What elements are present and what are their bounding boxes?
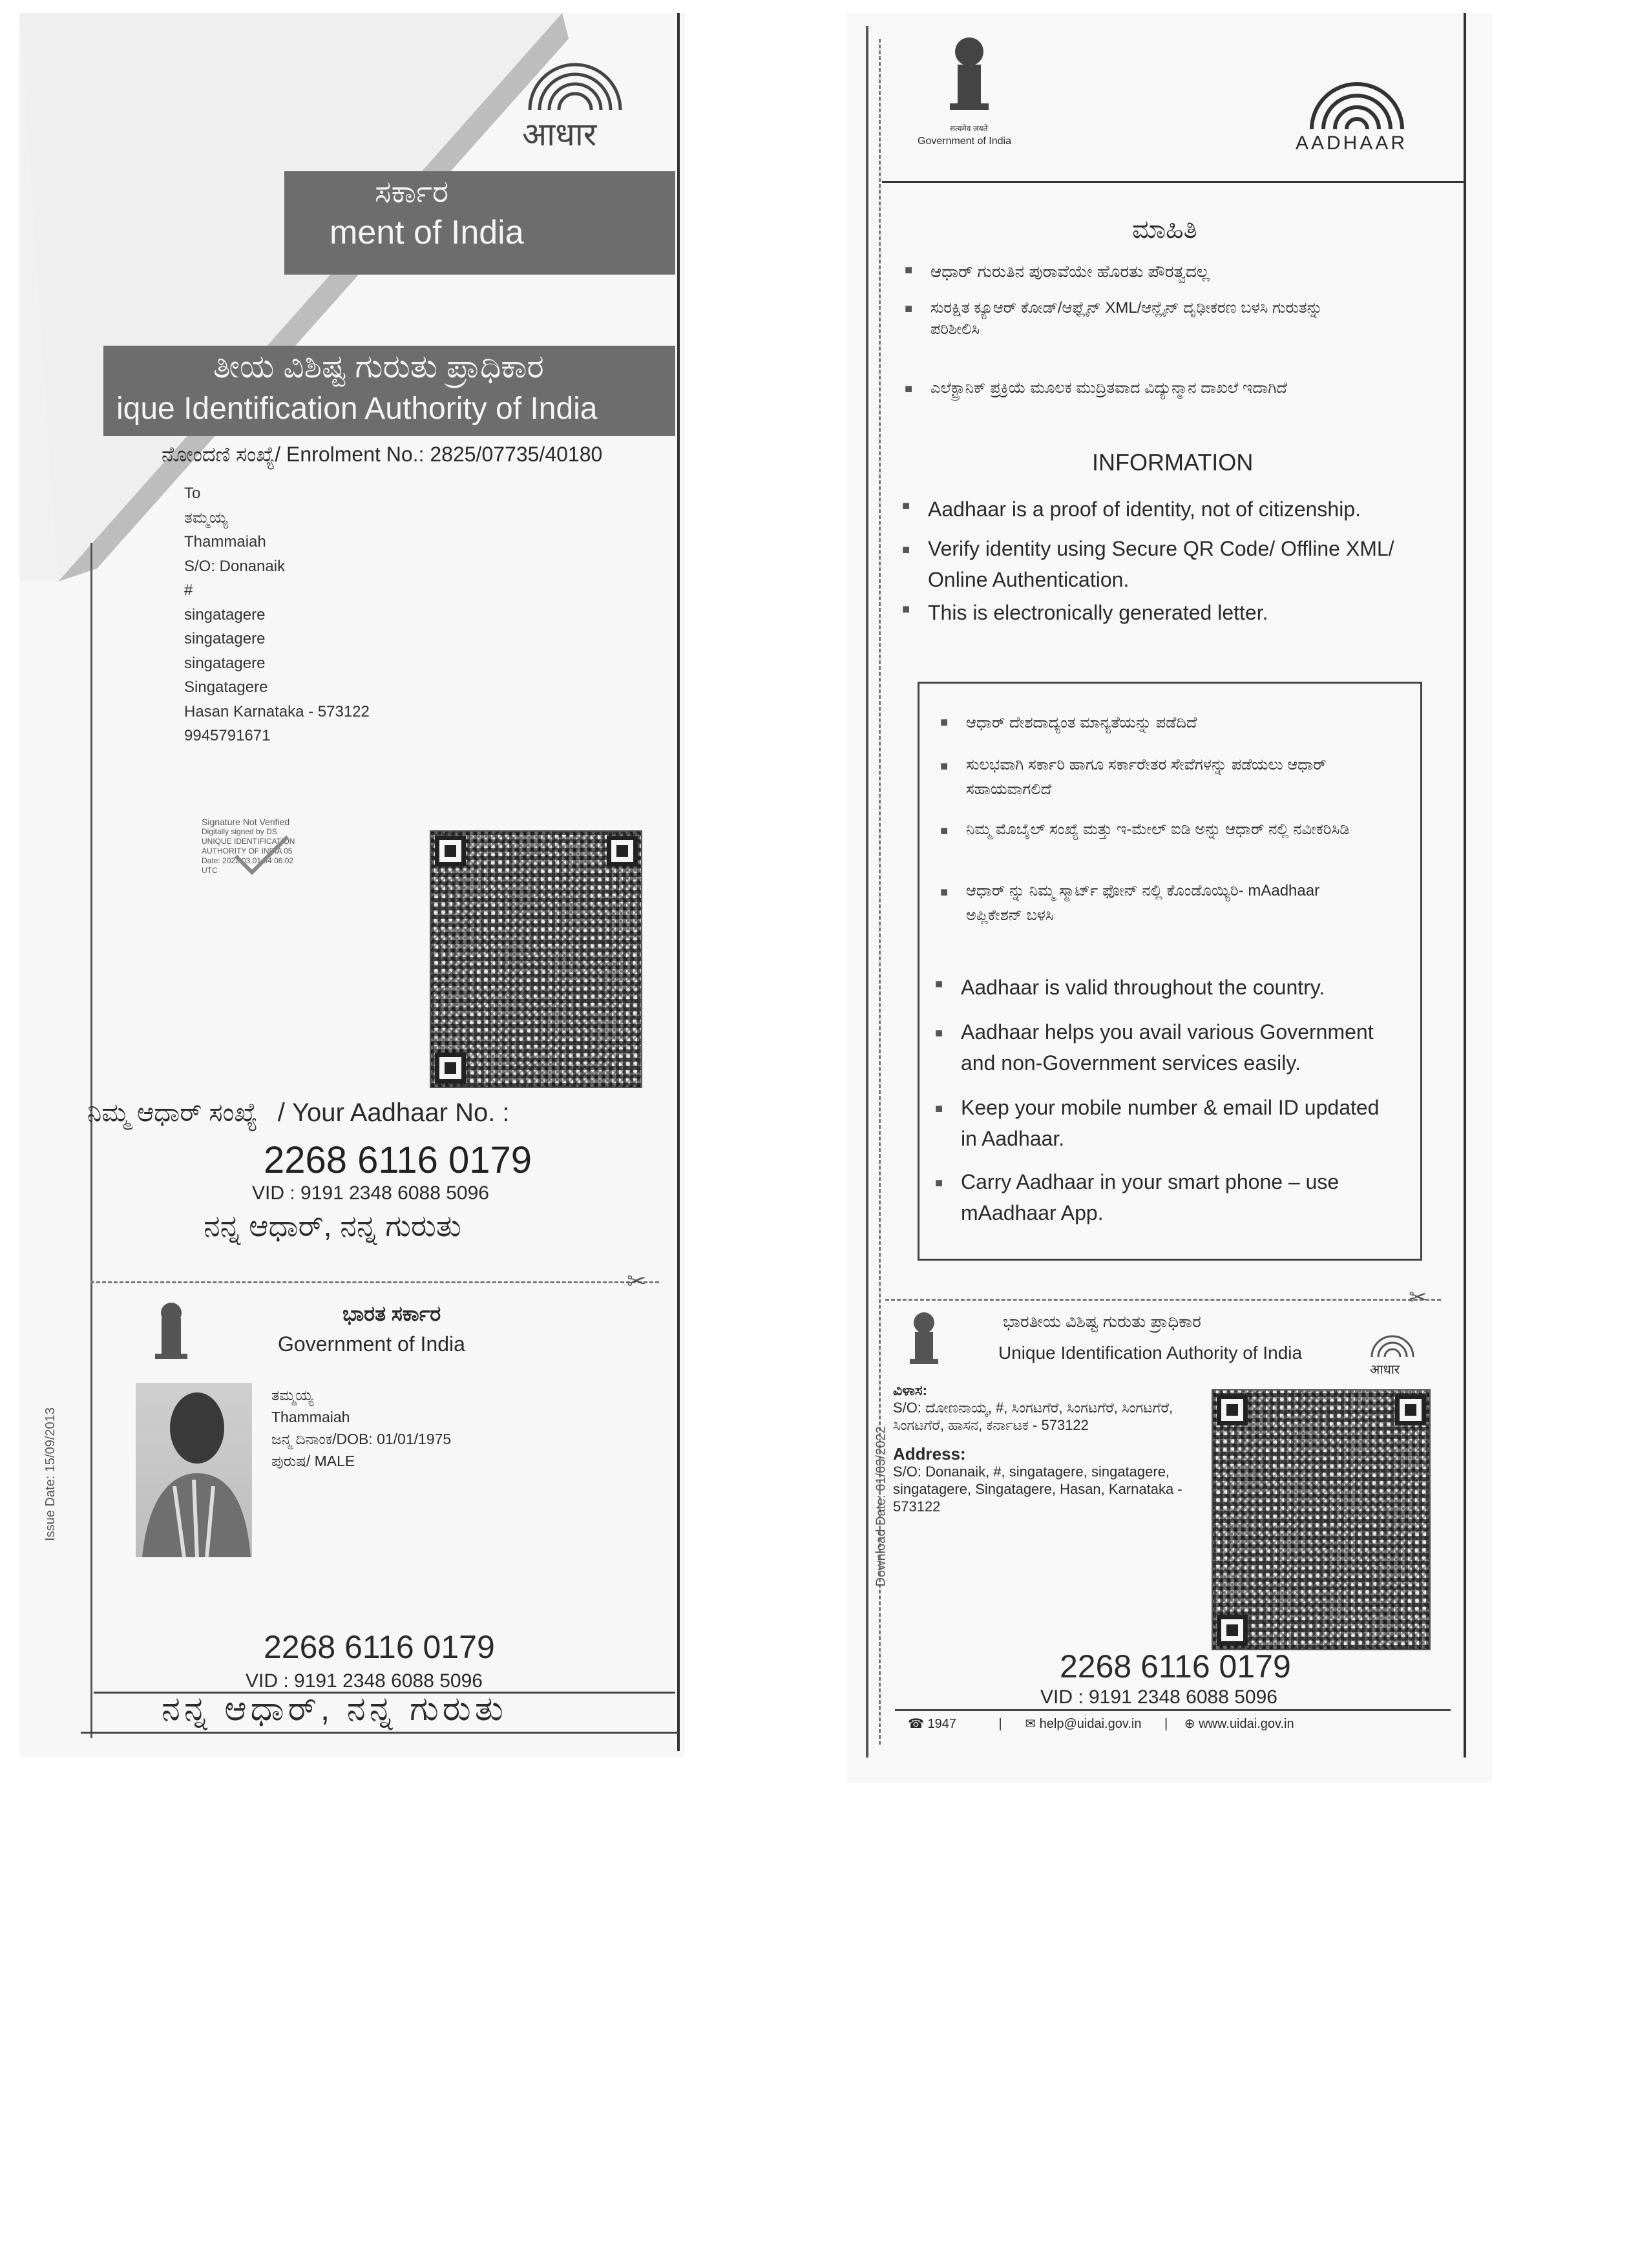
holder-name-kn: ತಮ್ಮಯ್ಯ bbox=[271, 1387, 313, 1403]
address-block bbox=[893, 1381, 1203, 1515]
address-line: S/O: Donanaik bbox=[184, 557, 286, 575]
info-en-item: ■ This is electronically generated letter. bbox=[928, 601, 1458, 625]
holder-photo bbox=[136, 1383, 252, 1557]
cut-line bbox=[90, 1281, 659, 1283]
card-vid: VID : 9191 2348 6088 5096 bbox=[246, 1670, 483, 1692]
enrolment-row bbox=[162, 443, 602, 467]
signature-check-icon bbox=[233, 834, 291, 879]
left-sheet-right-border bbox=[677, 13, 680, 1751]
address-line: singatagere bbox=[184, 605, 266, 624]
tagline: ನನ್ನ ಆಧಾರ್, ನನ್ನ ಗುರುತು bbox=[204, 1209, 461, 1243]
letter-qr-code bbox=[430, 830, 642, 1088]
address-line: Singatagere bbox=[184, 678, 268, 696]
phone-number: 1947 bbox=[927, 1717, 956, 1731]
card-qr-code bbox=[1212, 1389, 1431, 1650]
address-label-en: Address: bbox=[893, 1444, 966, 1464]
info-en-item: ■ Verify identity using Secure QR Code/ Offline XML/ Online Authentication. bbox=[928, 533, 1458, 595]
box-kn-item: ■ ನಿಮ್ಮ ಮೊಬೈಲ್ ಸಂಖ್ಯೆ ಮತ್ತು ಇ-ಮೇಲ್ ಐಡಿ ಅನ್ನು ಆಧಾರ್ ನಲ್ಲಿ ನವೀಕರಿಸಿಡಿ bbox=[966, 817, 1392, 842]
box-en-item: ■ Carry Aadhaar in your smart phone – use mAadhaar App. bbox=[961, 1166, 1387, 1228]
address-en: S/O: Donanaik, #, singatagere, singatagere, singatagere, Singatagere, Hasan, Karnataka - 573122 bbox=[893, 1464, 1182, 1515]
recipient-address bbox=[184, 481, 370, 748]
aadhaar-logo-label: AADHAAR bbox=[1296, 132, 1408, 154]
issue-date: Issue Date: 15/09/2013 bbox=[43, 1407, 58, 1541]
aadhaar-number: 2268 6116 0179 bbox=[264, 1139, 532, 1181]
signature-block: Signature Not Verified Digitally signed by DS UNIQUE IDENTIFICATION AUTHORITY OF INDIA 05 Date: 2022.03.01 04:06:02 UTC bbox=[202, 817, 295, 875]
gov-english: ment of India bbox=[330, 214, 524, 251]
national-emblem-icon bbox=[943, 32, 995, 123]
box-kn-item: ■ ಸುಲಭವಾಗಿ ಸರ್ಕಾರಿ ಹಾಗೂ ಸರ್ಕಾರೇತರ ಸೇವೆಗಳನ್ನು ಪಡೆಯಲು ಆಧಾರ್ ಸಹಾಯವಾಗಲಿದೆ bbox=[966, 753, 1328, 802]
separator: | bbox=[998, 1717, 1002, 1731]
gov-kannada: ಸರ್ಕಾರ bbox=[375, 175, 449, 209]
emblem-caption-hi: सत्यमेव जयते bbox=[950, 124, 988, 133]
vid-number: VID : 9191 2348 6088 5096 bbox=[252, 1182, 489, 1204]
right-header-line bbox=[882, 181, 1464, 183]
scissors-icon: ✂ bbox=[1409, 1285, 1427, 1310]
card-vid: VID : 9191 2348 6088 5096 bbox=[1040, 1686, 1277, 1708]
scissors-icon: ✂ bbox=[627, 1268, 647, 1294]
ashoka-emblem-icon bbox=[149, 1299, 194, 1363]
phone-icon: ☎ bbox=[908, 1717, 924, 1731]
holder-name-en: Thammaiah bbox=[271, 1409, 350, 1425]
info-kn-item: ■ ಆಧಾರ್ ಗುರುತಿನ ಪುರಾವೆಯೇ ಹೊರತು ಪೌರತ್ವದಲ್ಲ bbox=[930, 262, 1409, 282]
uidai-english: ique Identification Authority of India bbox=[116, 392, 598, 426]
address-line: singatagere bbox=[184, 654, 266, 672]
card-footer bbox=[908, 1716, 1294, 1732]
address-line: singatagere bbox=[184, 630, 266, 647]
info-en-item: ■ Aadhaar is a proof of identity, not of citizenship. bbox=[928, 498, 1458, 521]
card-tagline: ನನ್ನ ಆಧಾರ್, ನನ್ನ ಗುರುತು bbox=[162, 1690, 507, 1728]
card-aadhaar-number: 2268 6116 0179 bbox=[1060, 1648, 1291, 1685]
card-uidai-en: Unique Identification Authority of India bbox=[998, 1343, 1303, 1363]
box-en-item: ■ Aadhaar is valid throughout the country. bbox=[961, 976, 1387, 1000]
card-uidai-kn: ಭಾರತೀಯ ವಿಶಿಷ್ಟ ಗುರುತು ಪ್ರಾಧಿಕಾರ bbox=[1003, 1312, 1201, 1331]
right-sheet-left-border bbox=[866, 26, 868, 1758]
holder-dob: ಜನ್ಮ ದಿನಾಂಕ/DOB: 01/01/1975 bbox=[271, 1431, 452, 1447]
card-bottom-line bbox=[81, 1732, 678, 1734]
card-gov-kannada: ಭಾರತ ಸರ್ಕಾರ bbox=[342, 1302, 441, 1325]
address-line: ತಮ್ಮಯ್ಯ bbox=[184, 509, 228, 527]
address-line: Hasan Karnataka - 573122 bbox=[184, 702, 370, 720]
download-date: Download Date: 01/03/2022 bbox=[874, 1426, 888, 1587]
globe-icon: ⊕ bbox=[1184, 1717, 1195, 1731]
enrolment-label: ನೋಂದಣಿ ಸಂಖ್ಯೆ/ Enrolment No.: bbox=[162, 443, 425, 466]
box-en-item: ■ Aadhaar helps you avail various Government and non-Government services easily. bbox=[961, 1016, 1387, 1078]
email-icon: ✉ bbox=[1025, 1717, 1036, 1731]
your-aadhaar-label-kn: ನಿಮ್ಮ ಆಧಾರ್ ಸಂಖ್ಯೆ bbox=[87, 1098, 258, 1127]
right-cut-line bbox=[885, 1299, 1441, 1301]
separator: | bbox=[1164, 1717, 1168, 1731]
card-gov-english: Government of India bbox=[278, 1332, 465, 1356]
card-footer-line bbox=[895, 1709, 1451, 1711]
signature-status: Signature Not Verified bbox=[202, 817, 290, 827]
email-address: help@uidai.gov.in bbox=[1039, 1717, 1142, 1731]
aadhaar-fingerprint-logo bbox=[517, 48, 633, 120]
your-aadhaar-label-en: / Your Aadhaar No. : bbox=[277, 1098, 510, 1127]
enrolment-number: 2825/07735/40180 bbox=[430, 443, 603, 466]
national-emblem-icon bbox=[905, 1308, 943, 1370]
holder-details bbox=[271, 1384, 451, 1472]
right-sheet-right-border bbox=[1464, 13, 1466, 1758]
left-sheet-inner-border bbox=[90, 543, 92, 1738]
box-kn-item: ■ ಆಧಾರ್ ನ್ನು ನಿಮ್ಮ ಸ್ಮಾರ್ಟ್ ಫೋನ್ ನಲ್ಲಿ ಕೊಂಡೊಯ್ಯಿರಿ- mAadhaar ಅಪ್ಲಿಕೇಶನ್ ಬಳಸಿ bbox=[966, 879, 1354, 928]
info-kn-item: ■ ಸುರಕ್ಷಿತ ಕ್ಯೂಆರ್ ಕೋಡ್/ಆಫ್ಲೈನ್ XML/ಆನ್ಲೈನ್ ದೃಢೀಕರಣ ಬಳಸಿ ಗುರುತನ್ನು ಪರಿಶೀಲಿಸಿ bbox=[930, 297, 1344, 340]
address-line: 9945791671 bbox=[184, 727, 271, 744]
emblem-caption-en: Government of India bbox=[918, 136, 1011, 147]
card-logo-text: आधार bbox=[1370, 1363, 1400, 1377]
person-silhouette-icon bbox=[136, 1383, 252, 1557]
info-kn-item: ■ ಎಲೆಕ್ಟ್ರಾನಿಕ್ ಪ್ರಕ್ರಿಯೆ ಮೂಲಕ ಮುದ್ರಿತವಾದ ವಿದ್ಯುನ್ಮಾನ ದಾಖಲೆ ಇದಾಗಿದೆ bbox=[930, 373, 1396, 403]
address-kn: S/O: ದೋಣನಾಯ್ಕ, #, ಸಿಂಗಟಗೆರೆ, ಸಿಂಗಟಗೆರೆ, ಸಿಂಗಟಗೆರೆ, ಸಿಂಗಟಗೆರೆ, ಹಾಸನ, ಕರ್ನಾಟಕ - 573122 bbox=[893, 1400, 1173, 1433]
box-kn-item: ■ ಆಧಾರ್ ದೇಶದಾದ್ಯಂತ ಮಾನ್ಯತೆಯನ್ನು ಪಡೆದಿದೆ bbox=[966, 714, 1380, 732]
aadhaar-logo-text: आधार bbox=[522, 116, 597, 152]
aadhaar-card-logo-icon bbox=[1367, 1328, 1418, 1360]
uidai-kannada: ತೀಯ ವಿಶಿಷ್ಟ ಗುರುತು ಪ್ರಾಧಿಕಾರ bbox=[213, 348, 544, 384]
holder-gender: ಪುರುಷ/ MALE bbox=[271, 1453, 355, 1469]
address-label-kn: ವಿಳಾಸ: bbox=[893, 1382, 927, 1398]
address-line: Thammaiah bbox=[184, 533, 266, 551]
aadhaar-fingerprint-logo bbox=[1299, 65, 1415, 136]
card-aadhaar-number: 2268 6116 0179 bbox=[264, 1629, 495, 1665]
address-line: To bbox=[184, 485, 201, 502]
website: www.uidai.gov.in bbox=[1199, 1717, 1294, 1731]
info-title-english: INFORMATION bbox=[1092, 449, 1254, 476]
info-title-kannada: ಮಾಹಿತಿ bbox=[1132, 215, 1197, 244]
address-line: # bbox=[184, 582, 193, 599]
box-en-item: ■ Keep your mobile number & email ID updated in Aadhaar. bbox=[961, 1092, 1387, 1154]
your-aadhaar-label bbox=[87, 1098, 510, 1128]
